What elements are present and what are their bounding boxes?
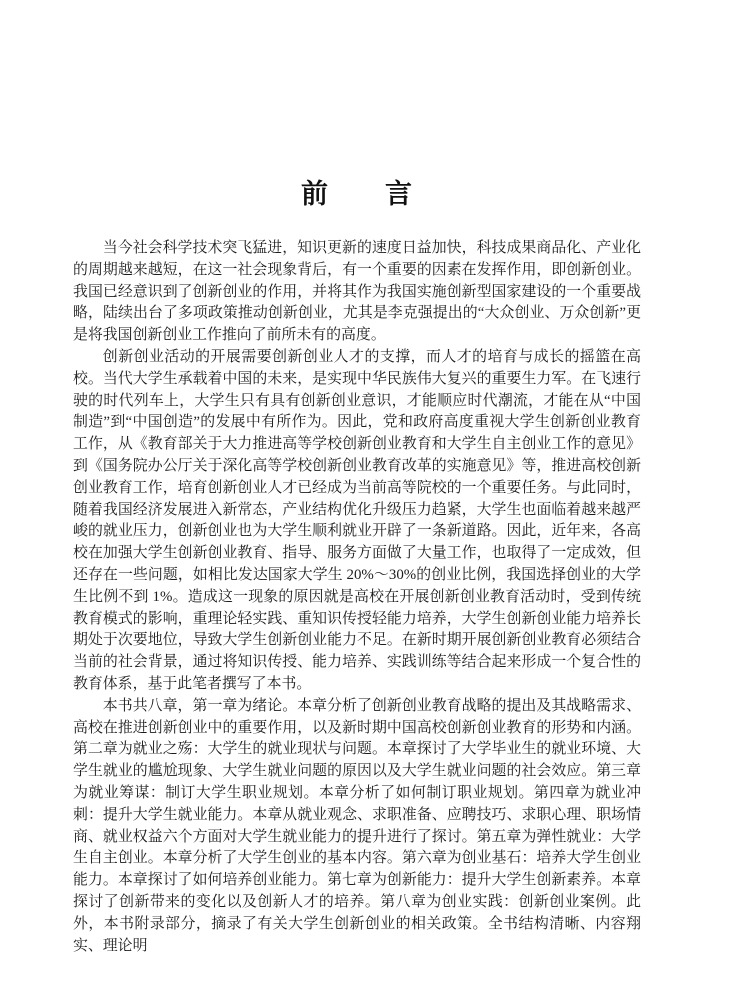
page-content — [73, 181, 641, 957]
preface-paragraph-2: 创新创业活动的开展需要创新创业人才的支撑，而人才的培育与成长的摇篮在高校。当代大学生承载着中国的未来，是实现中华民族伟大复兴的重要生力军。在飞速行驶的时代列车上，大学生只有具有创新创业意识，才能顺应时代潮流，才能在从“中国制造”到“中国创造”的发展中有所作为。因此，党和政府高度重视大学生创新创业教育工作，从《教育部关于大力推进高等学校创新创业教育和大学生自主创业工作的意见》到《国务院办公厅关于深化高等学校创新创业教育改革的实施意见》等，推进高校创新创业教育工作，培育创新创业人才已经成为当前高等院校的一个重要任务。与此同时，随着我国经济发展进入新常态，产业结构优化升级压力趋紧，大学生也面临着越来越严峻的就业压力，创新创业也为大学生顺利就业开辟了一条新道路。因此，近年来，各高校在加强大学生创新创业教育、指导、服务方面做了大量工作，也取得了一定成效，但还存在一些问题，如相比发达国家大学生 20%～30%的创业比例，我国选择创业的大学生比例不到 1%。造成这一现象的原因就是高校在开展创新创业教育活动时，受到传统教育模式的影响，重理论轻实践、重知识传授轻能力培养，大学生创新创业能力培养长期处于次要地位，导致大学生创新创业能力不足。在新时期开展创新创业教育必须结合当前的社会背景，通过将知识传授、能力培养、实践训练等结合起来形成一个复合性的教育体系，基于此笔者撰写了本书。 — [73, 348, 641, 692]
preface-paragraph-3: 本书共八章，第一章为绪论。本章分析了创新创业教育战略的提出及其战略需求、高校在推进创新创业中的重要作用，以及新时期中国高校创新创业教育的形势和内涵。第二章为就业之殇：大学生的就业现状与问题。本章探讨了大学毕业生的就业环境、大学生就业的尴尬现象、大学生就业问题的原因以及大学生就业问题的社会效应。第三章为就业筹谋：制订大学生职业规划。本章分析了如何制订职业规划。第四章为就业冲刺：提升大学生就业能力。本章从就业观念、求职准备、应聘技巧、求职心理、职场情商、就业权益六个方面对大学生就业能力的提升进行了探讨。第五章为弹性就业：大学生自主创业。本章分析了大学生创业的基本内容。第六章为创业基石：培养大学生创业能力。本章探讨了如何培养创业能力。第七章为创新能力：提升大学生创新素养。本章探讨了创新带来的变化以及创新人才的培养。第八章为创业实践：创新创业案例。此外，本书附录部分，摘录了有关大学生创新创业的相关政策。全书结构清晰、内容翔实、理论明 — [73, 697, 641, 954]
preface-paragraph-1: 当今社会科学技术突飞猛进，知识更新的速度日益加快，科技成果商品化、产业化的周期越来越短，在这一社会现象背后，有一个重要的因素在发挥作用，即创新创业。我国已经意识到了创新创业的作用，并将其作为我国实施创新型国家建设的一个重要战略，陆续出台了多项政策推动创新创业，尤其是李克强提出的“大众创业、万众创新”更是将我国创新创业工作推向了前所未有的高度。 — [73, 240, 641, 344]
page-title: 前 言 — [301, 179, 413, 209]
preface-body — [73, 238, 641, 957]
